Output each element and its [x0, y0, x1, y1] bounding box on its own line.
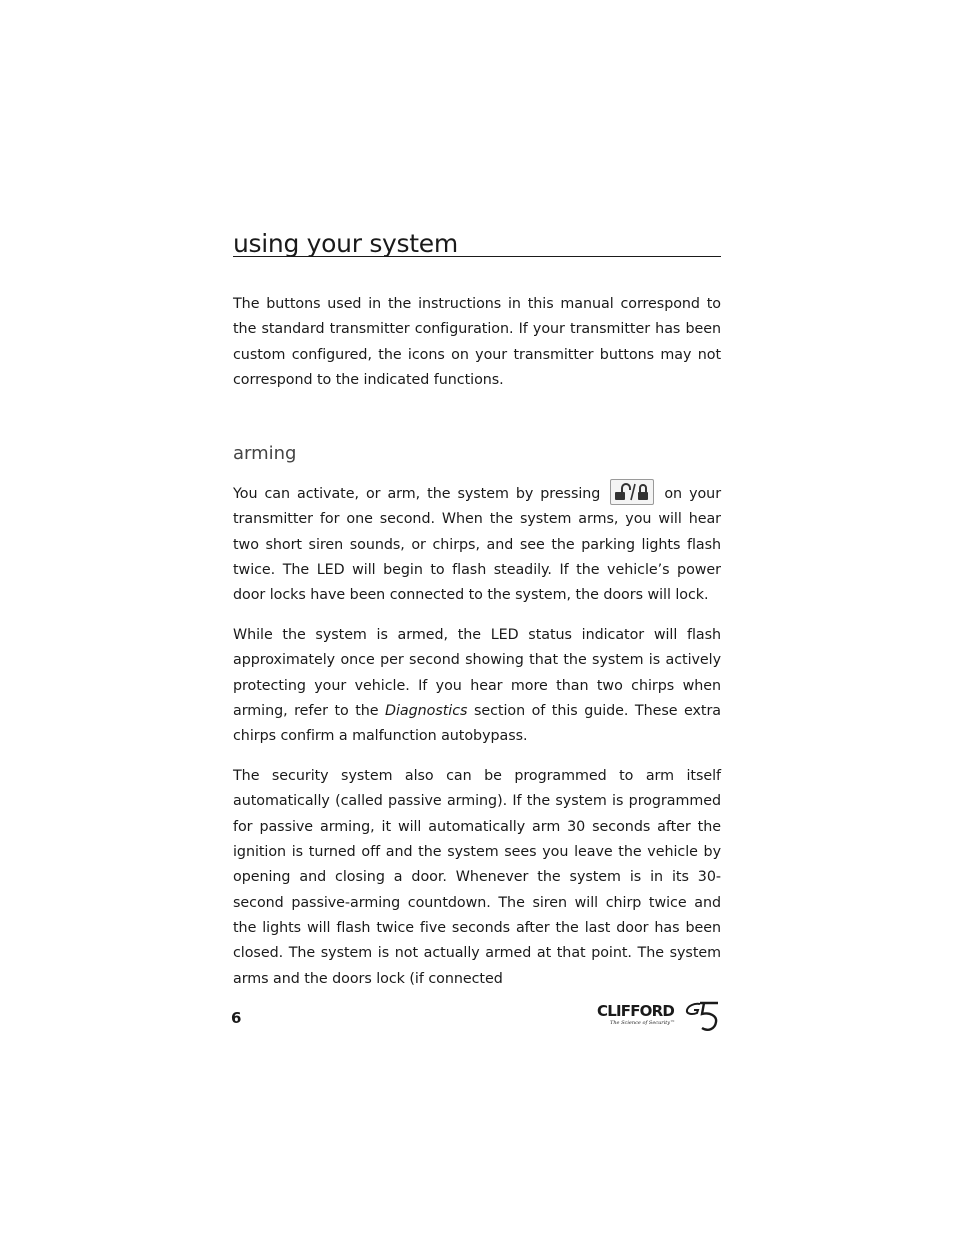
page-title: using your system — [233, 229, 458, 258]
logo-tagline: The Science of Security™ — [610, 1020, 676, 1026]
arming-p2-before: While the system is armed, the LED status indicator will flash approximately once per second showing that the system is actively protecting your vehicle. If you hear more than two chirps when arming, refer to the — [233, 627, 721, 720]
arming-paragraph-2 — [233, 623, 721, 749]
lock-unlock-icon — [610, 479, 654, 505]
intro-paragraph: The buttons used in the instructions in this manual correspond to the standard transmitter configuration. If your transmitter has been custom configured, the icons on your transmitter buttons may not correspond to the indicated functions. — [233, 296, 721, 388]
section-heading-arming: arming — [233, 443, 297, 465]
page-number: 6 — [231, 1009, 242, 1027]
clifford-logo — [596, 1000, 722, 1034]
page-content — [233, 226, 721, 992]
arming-p2-after: section of this guide. These extra chirps confirm a malfunction autobypass. — [233, 703, 722, 745]
arming-paragraph-3: The security system also can be programmed to arm itself automatically (called passive arming). If the system is programmed for passive arming, it will automatically arm 30 seconds after the ignition is turned off and the system sees you leave the vehicle by opening and closing a door. Whenever the system is in its 30-second passive-arming countdown. The siren will chirp twice and the lights will flash twice five seconds after the last door has been closed. The system is not actually armed at that point. The system arms and the doors lock (if connected — [233, 768, 721, 987]
diagnostics-reference: Diagnostics — [385, 703, 468, 720]
title-rule — [233, 226, 721, 257]
g5-logo-mark — [684, 1000, 722, 1034]
arming-p1-before: You can activate, or arm, the system by pressing — [233, 486, 601, 503]
logo-wordmark: CLIFFORD — [597, 1002, 674, 1020]
arming-p1-after: on your transmitter for one second. When the system arms, you will hear two short siren sounds, or chirps, and see the parking lights flash twice. The LED will begin to flash steadily. If the vehicle’s power door locks have been connected to the system, the doors will lock. — [233, 486, 722, 604]
arming-paragraph-1 — [233, 482, 721, 608]
